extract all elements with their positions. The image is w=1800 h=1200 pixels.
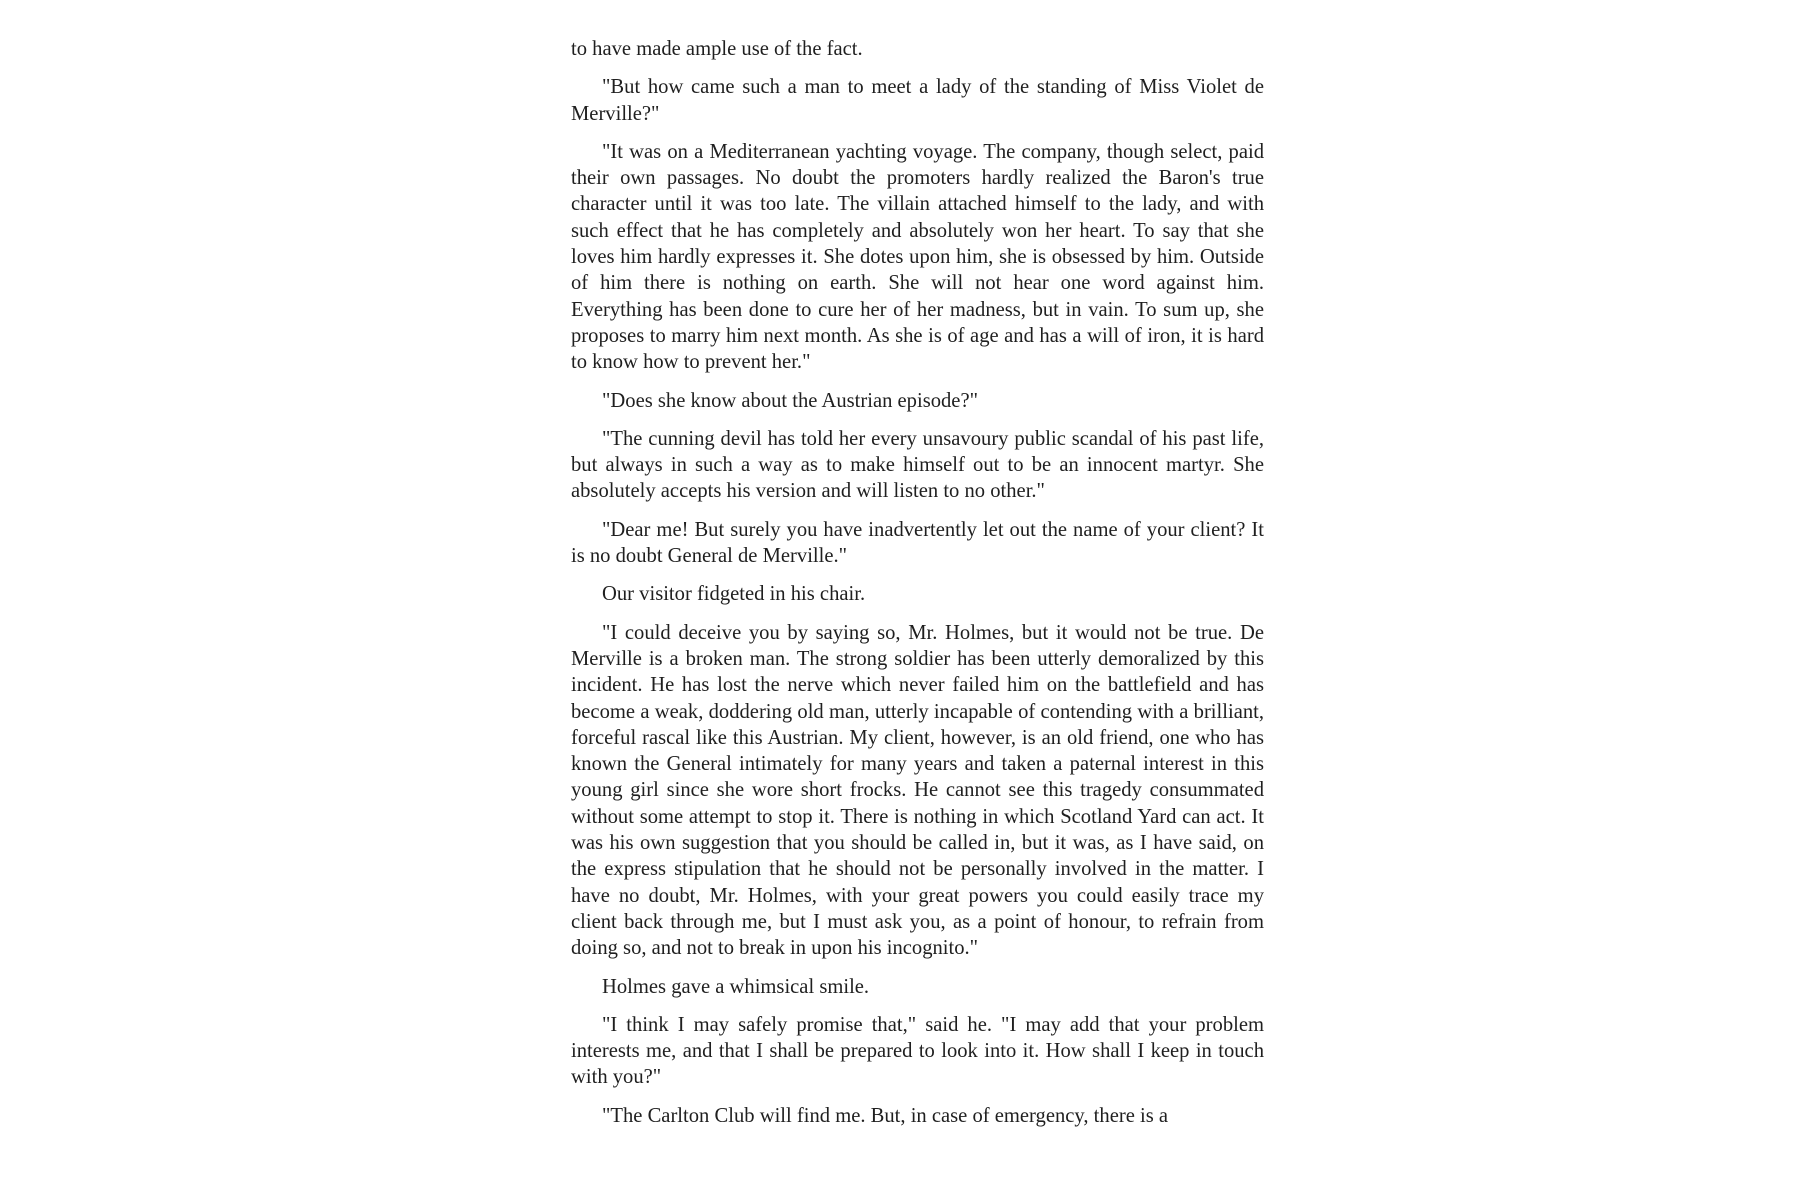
paragraph: Our visitor fidgeted in his chair. (602, 583, 866, 606)
paragraph: "Does she know about the Austrian episode?" (602, 389, 978, 412)
paragraph: "It was on a Mediterranean yachting voyage. The company, though select, paid their own passages. No doubt the promoters hardly realized the Baron's true character until it was too late. The villain attached himself to the lady, and with such effect that he has completely and absolutely won her heart. To say that she loves him hardly expresses it. She dotes upon him, she is obsessed by him. Outside of him there is nothing on earth. She will not hear one word against him. Everything has been done to cure her of her madness, but in vain. To sum up, she proposes to marry him next month. As she is of age and has a will of iron, it is hard to know how to prevent her." (571, 140, 1264, 374)
paragraph: "But how came such a man to meet a lady of the standing of Miss Violet de Merville?" (571, 76, 1264, 125)
paragraph-continued: to have made ample use of the fact. (571, 38, 863, 60)
paragraph-truncated: "The Carlton Club will find me. But, in case of emergency, there is a (602, 1104, 1169, 1127)
paragraph: Holmes gave a whimsical smile. (602, 975, 870, 998)
paragraph: "The cunning devil has told her every unsavoury public scandal of his past life, but always in such a way as to make himself out to be an innocent martyr. She absolutely accepts his version and will listen to no other." (571, 427, 1264, 503)
book-page (571, 36, 1264, 1186)
paragraph: "I could deceive you by saying so, Mr. Holmes, but it would not be true. De Merville is a broken man. The strong soldier has been utterly demoralized by this incident. He has lost the nerve which never failed him on the battlefield and has become a weak, doddering old man, utterly incapable of contending with a brilliant, forceful rascal like this Austrian. My client, however, is an old friend, one who has known the General intimately for many years and taken a paternal interest in this young girl since she wore short frocks. He cannot see this tragedy consummated without some attempt to stop it. There is nothing in which Scotland Yard can act. It was his own suggestion that you should be called in, but it was, as I have said, on the express stipulation that he should not be personally involved in the matter. I have no doubt, Mr. Holmes, with your great powers you could easily trace my client back through me, but I must ask you, as a point of honour, to refrain from doing so, and not to break in upon his incognito." (571, 621, 1264, 960)
paragraph: "I think I may safely promise that," said he. "I may add that your problem interests me, and that I shall be prepared to look into it. How shall I keep in touch with you?" (571, 1013, 1264, 1089)
paragraph: "Dear me! But surely you have inadvertently let out the name of your client? It is no doubt General de Merville." (571, 518, 1264, 568)
